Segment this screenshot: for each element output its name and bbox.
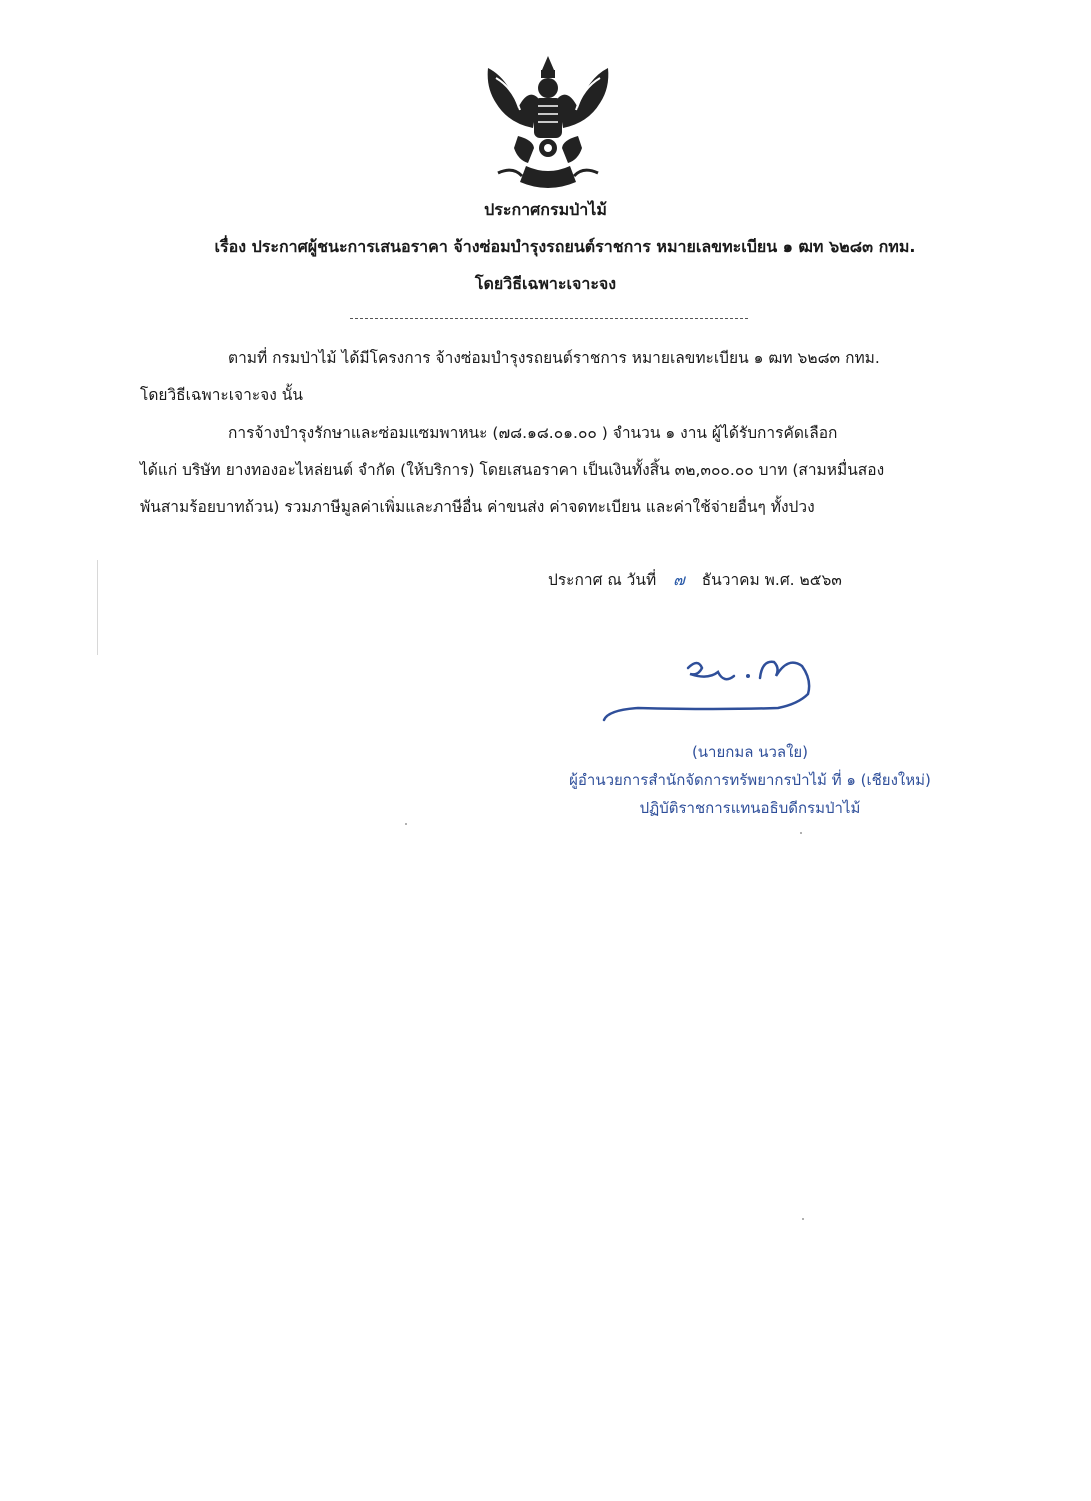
scan-speck	[405, 823, 407, 825]
document-subject-method: โดยวิธีเฉพาะเจาะจง	[474, 274, 617, 293]
scan-speck	[800, 832, 802, 834]
scan-speck	[802, 1218, 804, 1220]
date-suffix: ธันวาคม พ.ศ. ๒๕๖๓	[701, 571, 842, 589]
paragraph-1-line-1: ตามที่ กรมป่าไม้ ได้มีโครงการ จ้างซ่อมบำรุงรถยนต์ราชการ หมายเลขทะเบียน ๑ ฒท ๖๒๘๓ กทม.	[228, 349, 880, 367]
paragraph-2-line-3: พันสามร้อยบาทถ้วน) รวมภาษีมูลค่าเพิ่มและภาษีอื่น ค่าขนส่ง ค่าจดทะเบียน และค่าใช้จ่ายอื่นๆ ทั้งปวง	[140, 498, 815, 516]
divider	[350, 318, 748, 319]
scan-margin-line	[97, 560, 98, 655]
date-day: ๗	[673, 571, 685, 589]
date-prefix: ประกาศ ณ วันที่	[548, 571, 657, 589]
paragraph-2-line-2: ได้แก่ บริษัท ยางทองอะไหล่ยนต์ จำกัด (ให้บริการ) โดยเสนอราคา เป็นเงินทั้งสิ้น ๓๒,๓๐๐.๐๐ บาท (สามหมื่นสอง	[140, 461, 885, 479]
signer-name: (นายกมล นวลใย)	[691, 743, 809, 761]
garuda-emblem-icon	[478, 48, 618, 198]
document-title: ประกาศกรมป่าไม้	[484, 200, 607, 219]
document-subject: เรื่อง ประกาศผู้ชนะการเสนอราคา จ้างซ่อมบำรุงรถยนต์ราชการ หมายเลขทะเบียน ๑ ฒท ๖๒๘๓ กทม.	[214, 237, 916, 256]
handwritten-signature	[598, 650, 838, 725]
signer-acting-role: ปฏิบัติราชการแทนอธิบดีกรมป่าไม้	[639, 799, 861, 817]
paragraph-1-line-2: โดยวิธีเฉพาะเจาะจง นั้น	[140, 386, 303, 404]
paragraph-2-line-1: การจ้างบำรุงรักษาและซ่อมแซมพาหนะ (๗๘.๑๘.๐๑.๐๐ ) จำนวน ๑ งาน ผู้ได้รับการคัดเลือก	[228, 424, 838, 442]
signer-position: ผู้อำนวยการสำนักจัดการทรัพยากรป่าไม้ ที่ ๑ (เชียงใหม่)	[569, 771, 931, 789]
announcement-date	[548, 565, 842, 595]
